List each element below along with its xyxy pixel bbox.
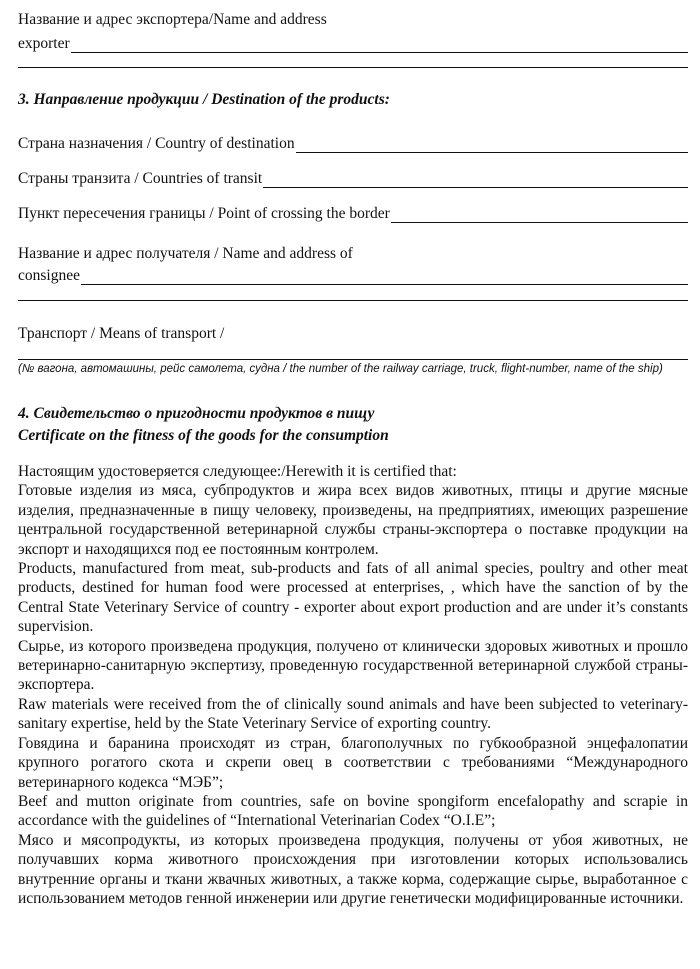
consignee-label: Название и адрес получателя / Name and address of	[18, 245, 353, 262]
paragraph: Products, manufactured from meat, sub-products and fats of all animal species, poultry and other meat products, destined for human food were processed at enterprises, , which have the sanction of by the Central State Veterinary Service of country - exporter about export production and are under it’s constants supervision.	[18, 560, 688, 636]
section-4-heading-ru: 4. Свидетельство о пригодности продуктов в пищу	[18, 405, 375, 422]
countries-of-transit-field[interactable]	[18, 170, 688, 188]
border-point-field[interactable]	[18, 205, 688, 223]
certificate-body	[18, 462, 688, 908]
paragraph: Говядина и баранина происходят из стран, благополучных по губкообразной энцефалопатии крупного рогатого скота и скрепи овец в соответствии с требованиями “Международного ветеринарного кодекса “МЭБ”;	[18, 734, 688, 791]
paragraph: Сырье, из которого произведена продукция, получено от клинически здоровых животных и прошло ветеринарно-санитарную экспертизу, проведенную государственной ветеринарной службой страны-экспортера.	[18, 637, 688, 694]
paragraph: Beef and mutton originate from countries, safe on bovine spongiform encefalopathy and scrapie in accordance with the guidelines of “International Veterinarian Codex “O.I.E”;	[18, 792, 688, 830]
transport-blank[interactable]	[18, 359, 688, 360]
countries-of-transit-blank[interactable]	[263, 173, 688, 188]
transport-note: (№ вагона, автомашины, рейс самолета, судна / the number of the railway carriage, truck, flight-number, name of the ship)	[18, 363, 663, 375]
countries-of-transit-label: Страны транзита / Countries of transit	[18, 170, 263, 187]
border-point-blank[interactable]	[391, 208, 688, 223]
divider	[18, 300, 688, 301]
paragraph: Raw materials were received from the of clinically sound animals and have been subjected to veterinary-sanitary expertise, held by the State Veterinary Service of exporting country.	[18, 695, 688, 733]
exporter-label-cont: exporter	[18, 35, 70, 52]
exporter-blank[interactable]	[71, 38, 688, 53]
transport-label: Транспорт / Means of transport /	[18, 325, 225, 342]
country-of-destination-label: Страна назначения / Country of destination	[18, 135, 295, 152]
paragraph: Мясо и мясопродукты, из которых произведена продукция, получены от убоя животных, не получавших корма животного происхождения при изготовлении которых использовались внутренние органы и ткани жвачных животных, а также корма, содержащие сырье, выработанное с использованием методов генной инженерии или другие генетически модифицированные источники.	[18, 831, 688, 907]
country-of-destination-field[interactable]	[18, 135, 688, 153]
exporter-field[interactable]	[18, 35, 688, 53]
section-4-heading-en: Certificate on the fitness of the goods for the consumption	[18, 427, 389, 444]
border-point-label: Пункт пересечения границы / Point of crossing the border	[18, 205, 390, 222]
divider	[18, 67, 688, 68]
consignee-label-cont: consignee	[18, 267, 80, 284]
country-of-destination-blank[interactable]	[296, 138, 688, 153]
consignee-blank[interactable]	[81, 270, 688, 285]
section-3-heading: 3. Направление продукции / Destination of the products:	[18, 91, 390, 108]
consignee-field[interactable]	[18, 267, 688, 285]
exporter-label: Название и адрес экспортера/Name and address	[18, 11, 327, 28]
paragraph: Настоящим удостоверяется следующее:/Herewith it is certified that:	[18, 463, 457, 480]
paragraph: Готовые изделия из мяса, субпродуктов и жира всех видов животных, птицы и другие мясные изделия, предназначенные в пищу человеку, произведены, на предприятиях, имеющих разрешение центральной государственной ветеринарной службы страны-экспортера о поставке продукции на экспорт и находящихся под ее постоянным контролем.	[18, 482, 688, 558]
